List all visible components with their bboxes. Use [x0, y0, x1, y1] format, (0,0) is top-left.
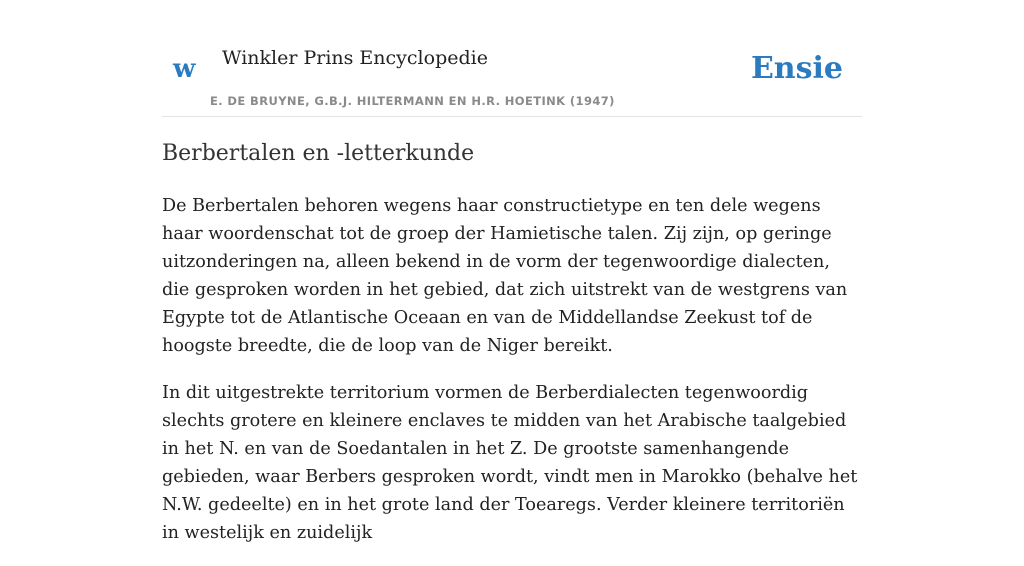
- winkler-prins-logo[interactable]: w: [173, 54, 196, 84]
- paragraph-1: De Berbertalen behoren wegens haar constructietype en ten dele wegens haar woordenschat tot de groep der Hamietische talen. Zij zijn, op geringe uitzonderingen na, alleen bekend in de vorm der tegenwoordige dialecten, die gesproken worden in het gebied, dat zich uitstrekt van de westgrens van Egypte tot de Atlantische Oceaan en van de Middellandse Zeekust tof de hoogste breedte, die de loop van de Niger bereikt.: [162, 196, 848, 356]
- ensie-brand-logo[interactable]: Ensie: [750, 51, 843, 86]
- source-title[interactable]: Winkler Prins Encyclopedie: [222, 47, 488, 69]
- source-header: [162, 0, 862, 117]
- paragraph-2: In dit uitgestrekte territorium vormen de Berberdialecten tegenwoordig slechts grotere en kleinere enclaves te midden van het Arabische taalgebied in het N. en van de Soedantalen in het Z. De grootste samenhangende gebieden, waar Berbers gesproken wordt, vindt men in Marokko (behalve het N.W. gedeelte) en in het grote land der Toearegs. Verder kleinere territoriën in westelijk en zuidelijk: [162, 383, 858, 543]
- article-card: [162, 0, 862, 543]
- authors-line: E. DE BRUYNE, G.B.J. HILTERMANN EN H.R. HOETINK (1947): [210, 94, 615, 108]
- article-title: Berbertalen en -letterkunde: [162, 141, 475, 166]
- article-body: [162, 192, 862, 566]
